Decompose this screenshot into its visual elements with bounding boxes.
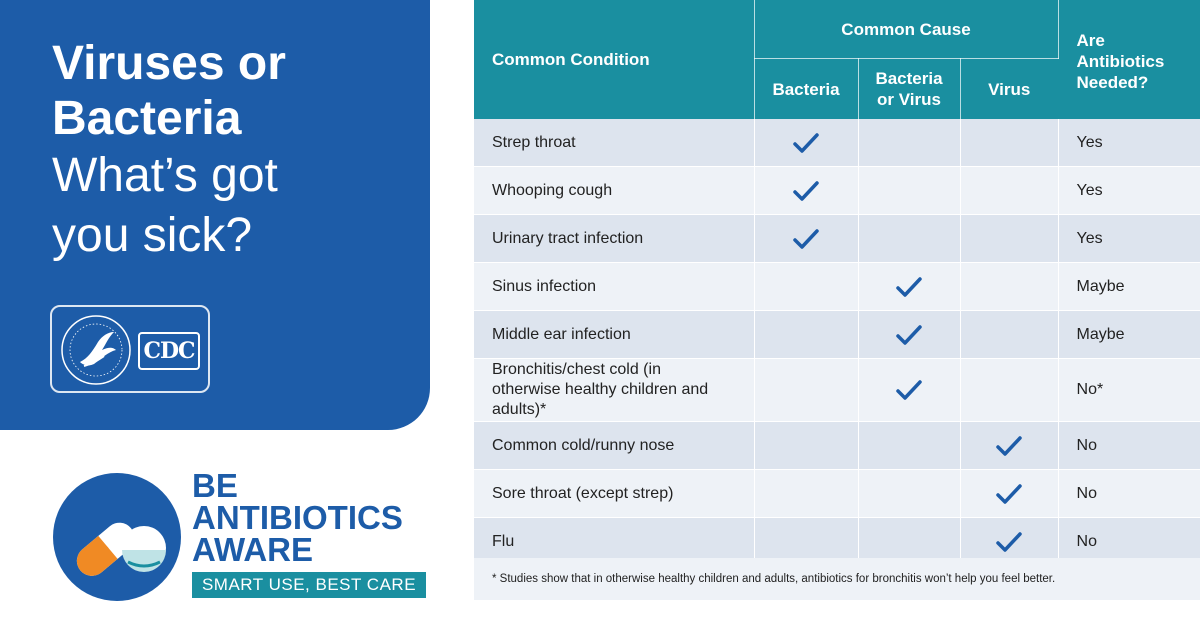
cause-cell-bacteria (754, 470, 858, 518)
antibiotics-answer-cell: Yes (1058, 167, 1200, 215)
header-virus: Virus (960, 59, 1058, 120)
cause-cell-bacteria-or-virus (858, 263, 960, 311)
checkmark-icon (895, 378, 923, 402)
conditions-table (474, 0, 1200, 566)
cause-cell-virus (960, 263, 1058, 311)
header-antibiotics-line-2: Antibiotics (1076, 52, 1165, 71)
campaign-line-1: BE (192, 467, 238, 504)
cause-cell-virus (960, 311, 1058, 359)
header-antibiotics-line-1: Are (1076, 31, 1105, 50)
checkmark-icon (792, 227, 820, 251)
cause-cell-virus (960, 215, 1058, 263)
cause-cell-bacteria-or-virus (858, 167, 960, 215)
cause-cell-virus (960, 470, 1058, 518)
header-bacteria: Bacteria (754, 59, 858, 120)
table-row (474, 215, 1200, 263)
antibiotics-answer-cell: No (1058, 422, 1200, 470)
header-antibiotics-needed (1058, 0, 1200, 119)
cause-cell-bacteria (754, 167, 858, 215)
table-row (474, 359, 1200, 422)
campaign-line-2: ANTIBIOTICS (192, 499, 403, 536)
antibiotics-answer-cell: Yes (1058, 215, 1200, 263)
headline-line-3: What’s got (52, 149, 278, 202)
antibiotics-answer-cell: Yes (1058, 119, 1200, 167)
campaign-line-3: AWARE (192, 531, 314, 568)
headline-line-4: you sick? (52, 209, 253, 262)
antibiotics-answer-cell: No* (1058, 359, 1200, 422)
headline-line-2: Bacteria (52, 92, 242, 145)
headline (52, 36, 286, 266)
cause-cell-bacteria (754, 263, 858, 311)
condition-cell: Sinus infection (474, 263, 754, 311)
cause-cell-bacteria (754, 119, 858, 167)
header-common-cause: Common Cause (754, 0, 1058, 59)
checkmark-icon (895, 323, 923, 347)
campaign-tagline: SMART USE, BEST CARE (192, 572, 426, 598)
checkmark-icon (995, 434, 1023, 458)
cause-cell-virus (960, 422, 1058, 470)
condition-cell: Common cold/runny nose (474, 422, 754, 470)
cdc-logo: CDC (138, 332, 200, 370)
cause-cell-virus (960, 119, 1058, 167)
cause-cell-bacteria-or-virus (858, 215, 960, 263)
cause-cell-virus (960, 167, 1058, 215)
antibiotics-answer-cell: No (1058, 470, 1200, 518)
cause-cell-bacteria (754, 422, 858, 470)
condition-cell: Middle ear infection (474, 311, 754, 359)
condition-cell: Sore throat (except strep) (474, 470, 754, 518)
header-bov-line-2: or Virus (877, 90, 941, 109)
checkmark-icon (995, 530, 1023, 554)
cause-cell-bacteria-or-virus (858, 359, 960, 422)
condition-cell: Strep throat (474, 119, 754, 167)
cause-cell-bacteria (754, 359, 858, 422)
condition-cell: Urinary tract infection (474, 215, 754, 263)
footnote: * Studies show that in otherwise healthy children and adults, antibiotics for bronchitis won’t help you feel better. (474, 558, 1200, 600)
hero-panel (0, 0, 430, 430)
cause-cell-bacteria-or-virus (858, 119, 960, 167)
headline-line-1: Viruses or (52, 37, 286, 90)
antibiotics-answer-cell: Maybe (1058, 311, 1200, 359)
table-row (474, 263, 1200, 311)
table-row (474, 119, 1200, 167)
table-row (474, 311, 1200, 359)
condition-cell: Bronchitis/chest cold (in otherwise healthy children and adults)* (474, 359, 754, 422)
cause-cell-bacteria (754, 311, 858, 359)
pill-capsule-icon (52, 472, 182, 602)
cause-cell-bacteria-or-virus (858, 311, 960, 359)
table-row (474, 167, 1200, 215)
antibiotics-answer-cell: Maybe (1058, 263, 1200, 311)
hhs-cdc-logo (50, 305, 210, 393)
campaign-wordmark (192, 467, 403, 568)
header-common-condition: Common Condition (474, 0, 754, 119)
cause-cell-bacteria-or-virus (858, 470, 960, 518)
header-bov-line-1: Bacteria (875, 69, 943, 88)
header-antibiotics-line-3: Needed? (1076, 73, 1149, 92)
antibiotics-answer-cell: No (1058, 518, 1200, 566)
cause-cell-virus (960, 359, 1058, 422)
condition-cell: Flu (474, 518, 754, 566)
hhs-seal-icon (58, 312, 134, 388)
cause-cell-bacteria-or-virus (858, 422, 960, 470)
header-bacteria-or-virus (858, 59, 960, 120)
table-row (474, 422, 1200, 470)
checkmark-icon (895, 275, 923, 299)
table-row (474, 470, 1200, 518)
checkmark-icon (995, 482, 1023, 506)
condition-cell: Whooping cough (474, 167, 754, 215)
cause-cell-bacteria (754, 215, 858, 263)
checkmark-icon (792, 179, 820, 203)
checkmark-icon (792, 131, 820, 155)
